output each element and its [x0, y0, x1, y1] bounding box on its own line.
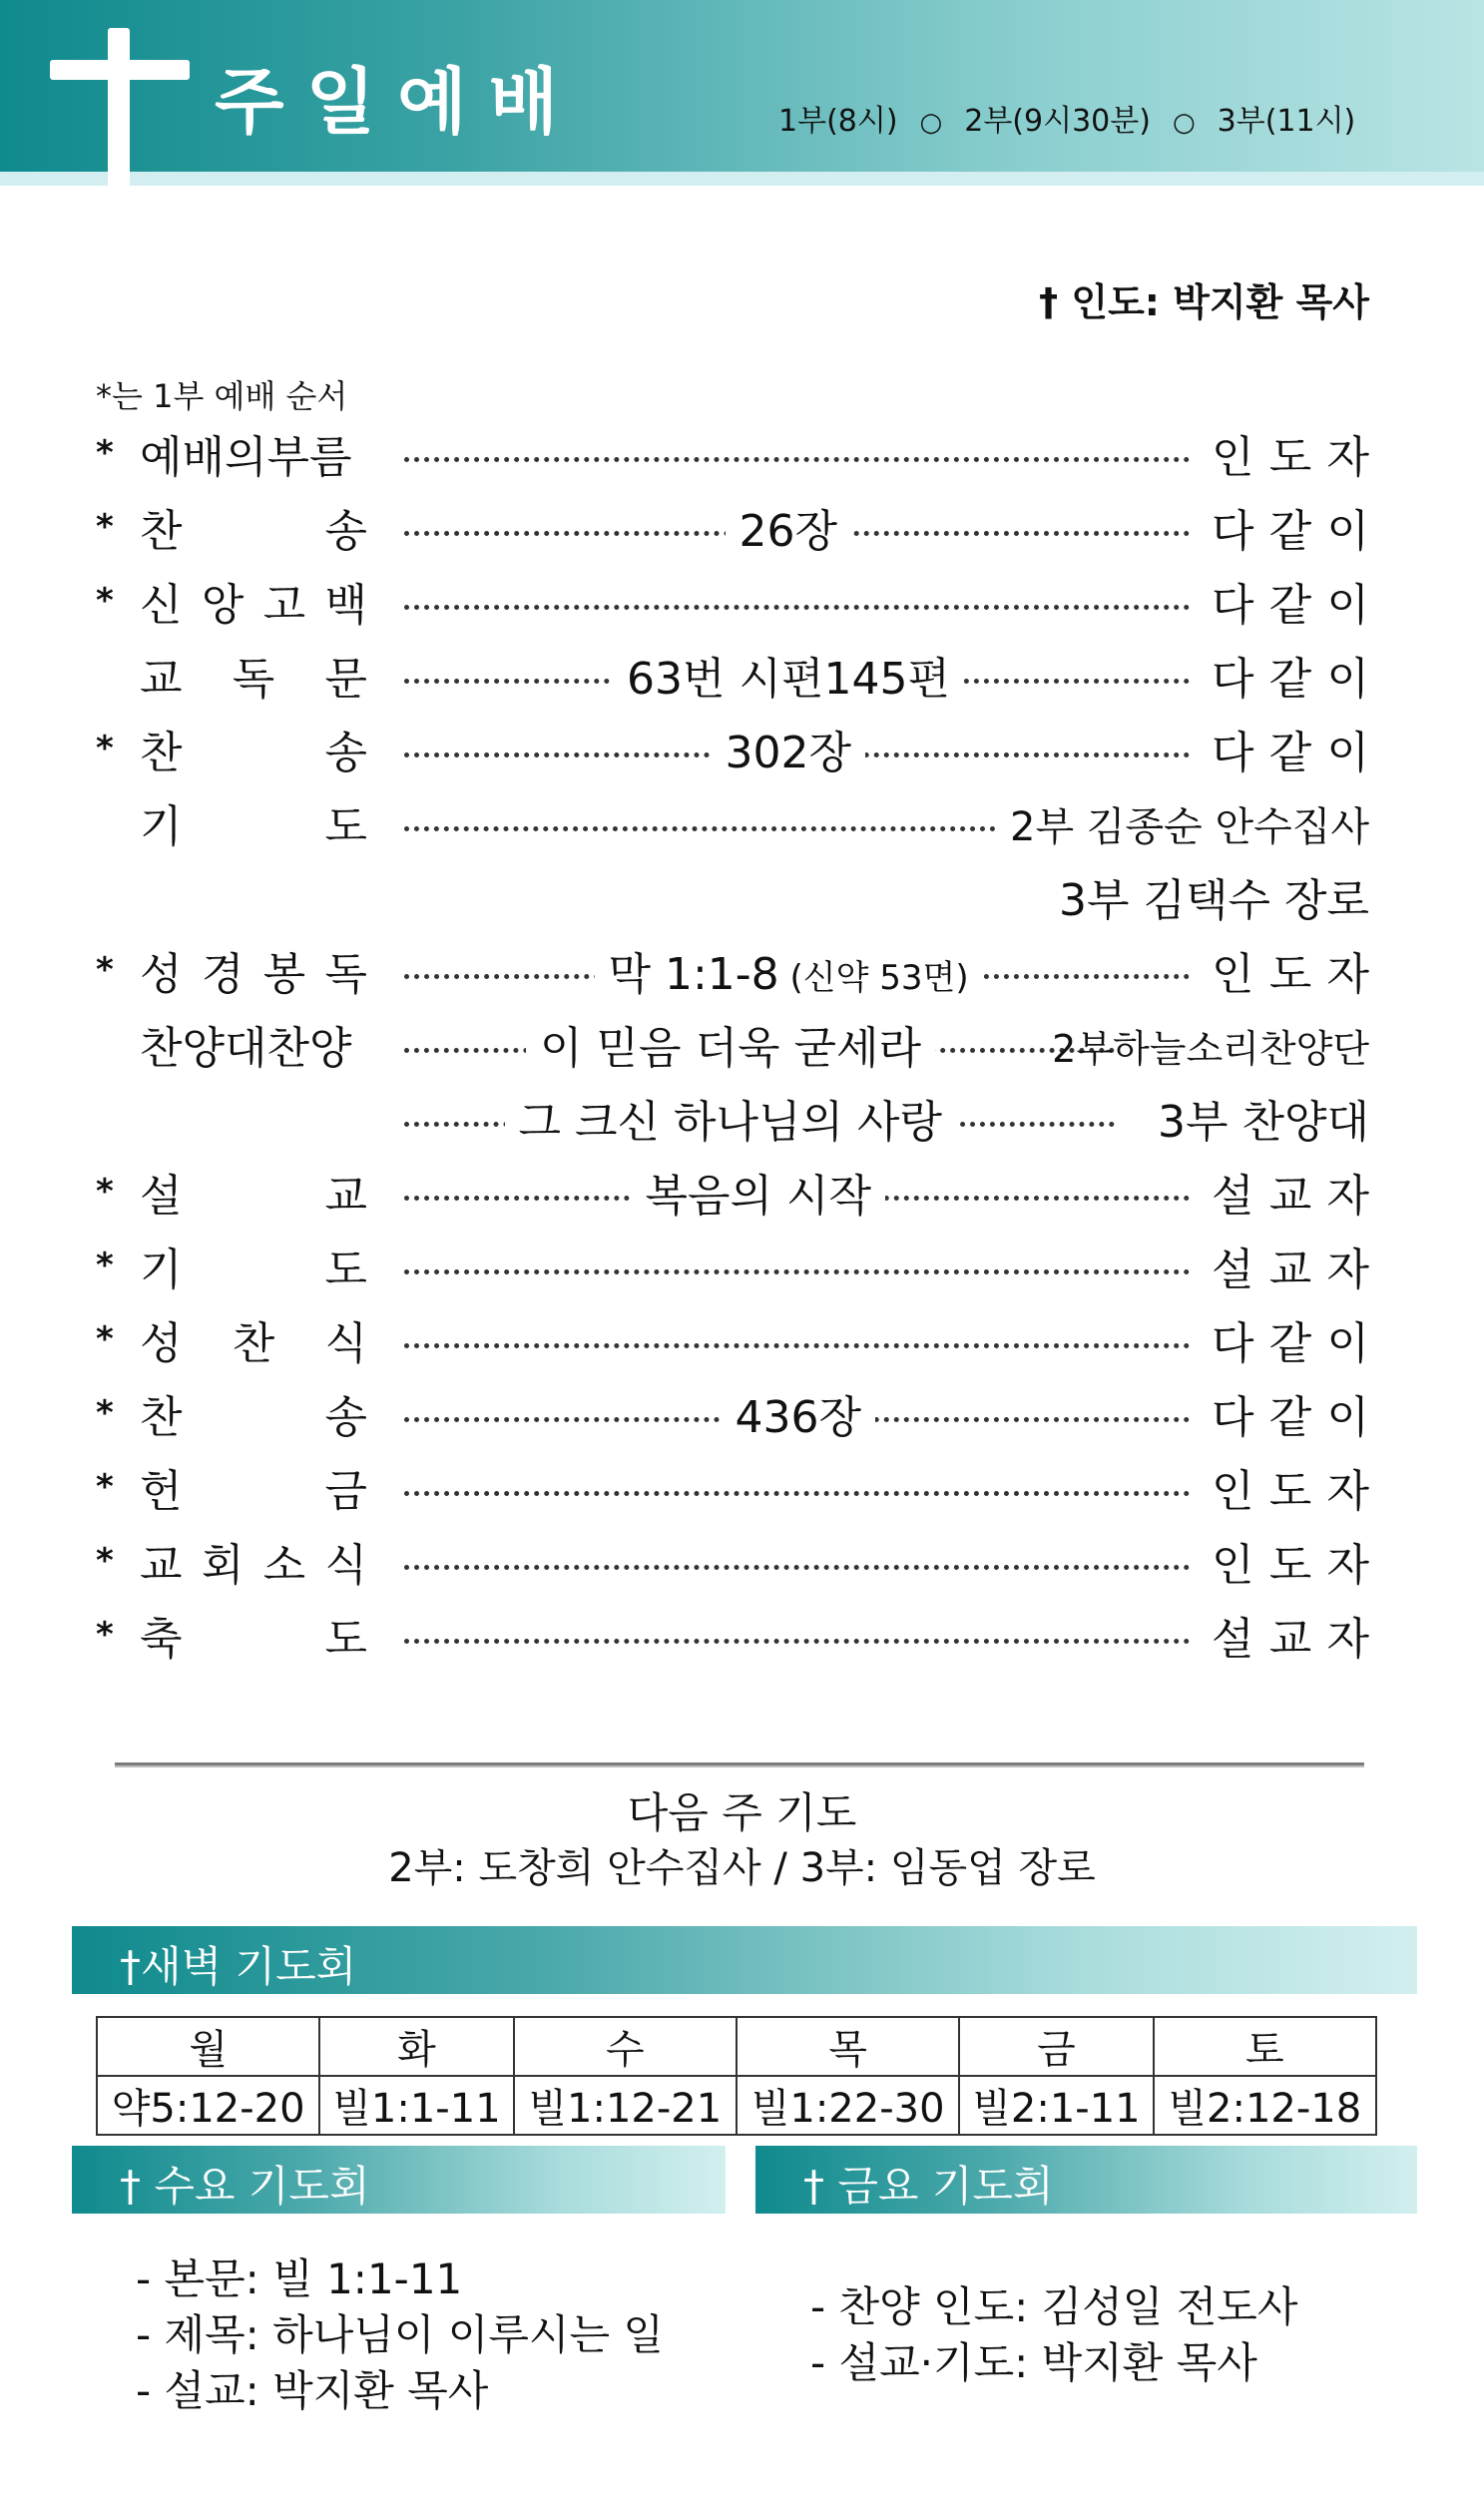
page-title: 주일예배 — [215, 60, 581, 144]
order-row — [0, 423, 1484, 493]
responsible-char: 다 — [1212, 654, 1254, 705]
order-label — [140, 1531, 367, 1601]
list-item: - 설교: 박지환 목사 — [136, 2366, 489, 2415]
order-content — [505, 1088, 957, 1158]
wednesday-prayer-header — [72, 2146, 726, 2214]
content-text: 302장 — [725, 728, 851, 778]
day-cell: 토 — [1154, 2017, 1376, 2076]
responsible-char: 다 — [1212, 580, 1254, 631]
worship-leader: † 인도: 박지환 목사 — [1039, 280, 1369, 324]
order-label: 찬양대찬양 — [140, 1023, 352, 1074]
order-responsible — [1212, 497, 1369, 567]
list-item: - 찬양 인도: 김성일 전도사 — [810, 2282, 1298, 2331]
label-char: 기 — [140, 801, 183, 852]
label-char: 도 — [324, 801, 367, 852]
label-char: 축 — [140, 1614, 183, 1665]
next-week-prayer-title: 다음 주 기도 — [627, 1788, 857, 1837]
order-responsible — [1212, 1531, 1369, 1601]
responsible-char: 설 — [1212, 1171, 1254, 1222]
order-row — [0, 1531, 1484, 1601]
service-schedule — [778, 96, 1355, 140]
label-char: 송 — [324, 1392, 367, 1443]
responsible-char: 자 — [1326, 1614, 1369, 1665]
order-label — [140, 719, 367, 788]
label-char: 찬 — [140, 1392, 183, 1443]
responsible-char: 자 — [1326, 1540, 1369, 1591]
required-marker: * — [96, 1615, 114, 1655]
order-responsible — [1212, 1236, 1369, 1305]
dotted-leader — [404, 1269, 1190, 1274]
required-marker: * — [96, 581, 114, 621]
content-text: 63번 시편145편 — [627, 654, 950, 705]
label-char: 송 — [324, 728, 367, 778]
required-marker: * — [96, 1467, 114, 1507]
order-responsible — [1212, 1309, 1369, 1379]
order-row — [0, 719, 1484, 788]
label-char: 설 — [140, 1171, 183, 1222]
order-content — [712, 719, 866, 788]
section-divider — [115, 1762, 1364, 1767]
list-item: - 설교·기도: 박지환 목사 — [810, 2338, 1257, 2387]
reading-cell: 빌1:1-11 — [319, 2076, 513, 2135]
order-content — [632, 1162, 886, 1232]
next-week-prayer-names: 2부: 도창희 안수집사 / 3부: 임동업 장로 — [388, 1845, 1096, 1891]
responsible-char: 인 — [1212, 949, 1254, 1000]
responsible-char: 도 — [1268, 949, 1312, 1000]
dotted-leader — [404, 1343, 1190, 1348]
responsible-char: 이 — [1326, 1392, 1369, 1443]
dotted-leader — [404, 457, 1190, 462]
responsible-char: 이 — [1326, 654, 1369, 705]
order-row — [0, 1457, 1484, 1527]
table-row — [97, 2076, 1376, 2135]
responsible-char: 이 — [1326, 506, 1369, 557]
responsible-char: 같 — [1268, 728, 1312, 778]
order-content — [595, 940, 983, 1013]
content-note: (신약 53면) — [778, 958, 969, 998]
required-marker: * — [96, 1319, 114, 1359]
label-char: 찬 — [232, 1318, 275, 1369]
order-content — [613, 645, 964, 715]
dotted-leader — [404, 605, 1190, 610]
separator-icon: ○ — [919, 108, 943, 138]
list-item: - 본문: 빌 1:1-11 — [136, 2254, 463, 2303]
day-cell: 월 — [97, 2017, 319, 2076]
first-service-note: *는 1부 예배 순서 — [96, 377, 348, 415]
label-char: 식 — [324, 1318, 367, 1369]
responsible-char: 도 — [1268, 1466, 1312, 1517]
required-marker: * — [96, 729, 114, 768]
responsible-char: 인 — [1212, 432, 1254, 483]
order-label — [140, 1309, 367, 1379]
order-row — [0, 1236, 1484, 1305]
responsible-char: 다 — [1212, 1318, 1254, 1369]
responsible-char: 자 — [1326, 1171, 1369, 1222]
order-label — [140, 792, 367, 862]
required-marker: * — [96, 433, 114, 473]
label-char: 고 — [262, 580, 306, 631]
responsible-char: 설 — [1212, 1245, 1254, 1295]
order-responsible — [1212, 645, 1369, 715]
label-char: 교 — [140, 654, 183, 705]
separator-icon: ○ — [1172, 108, 1196, 138]
required-marker: * — [96, 1541, 114, 1581]
order-responsible — [1212, 423, 1369, 493]
dawn-prayer-header — [72, 1926, 1417, 1994]
order-row — [0, 1014, 1484, 1084]
order-row — [0, 866, 1484, 936]
label-char: 찬 — [140, 506, 183, 557]
order-row — [0, 1162, 1484, 1232]
order-content — [722, 1383, 876, 1453]
order-content — [526, 1014, 935, 1084]
wednesday-prayer-list — [136, 2251, 664, 2419]
order-row — [0, 940, 1484, 1010]
required-marker: * — [96, 950, 114, 990]
label-char: 식 — [324, 1540, 367, 1591]
order-label — [140, 571, 367, 641]
order-responsible: 3부 찬양대 — [1158, 1097, 1369, 1148]
responsible-char: 교 — [1268, 1171, 1312, 1222]
order-label — [140, 1383, 367, 1453]
required-marker: * — [96, 1172, 114, 1212]
content-text: 436장 — [735, 1392, 861, 1443]
day-cell: 수 — [514, 2017, 737, 2076]
cross-icon — [108, 28, 130, 188]
dotted-leader — [404, 1491, 1190, 1496]
order-label — [140, 1236, 367, 1305]
label-char: 성 — [140, 949, 183, 1000]
responsible-char: 같 — [1268, 506, 1312, 557]
order-responsible — [1212, 940, 1369, 1010]
order-row — [0, 1383, 1484, 1453]
label-char: 소 — [262, 1540, 306, 1591]
responsible-char: 도 — [1268, 432, 1312, 483]
order-responsible — [1212, 1457, 1369, 1527]
day-cell: 화 — [319, 2017, 513, 2076]
order-row — [0, 1605, 1484, 1675]
friday-prayer-list — [810, 2279, 1297, 2391]
responsible-char: 같 — [1268, 1318, 1312, 1369]
responsible-char: 인 — [1212, 1466, 1254, 1517]
header-underline — [0, 172, 1484, 186]
order-row — [0, 497, 1484, 567]
responsible-char: 교 — [1268, 1245, 1312, 1295]
label-char: 회 — [201, 1540, 245, 1591]
order-responsible — [1212, 1162, 1369, 1232]
responsible-char: 다 — [1212, 728, 1254, 778]
responsible-char: 다 — [1212, 1392, 1254, 1443]
label-char: 독 — [232, 654, 275, 705]
label-char: 문 — [324, 654, 367, 705]
label-char: 금 — [324, 1466, 367, 1517]
label-char: 찬 — [140, 728, 183, 778]
schedule-third: 3부(11시) — [1217, 104, 1356, 139]
label-char: 경 — [201, 949, 245, 1000]
responsible-char: 자 — [1326, 1245, 1369, 1295]
content-text: 26장 — [739, 506, 837, 557]
schedule-first: 1부(8시) — [778, 104, 898, 139]
responsible-char: 이 — [1326, 580, 1369, 631]
responsible-char: 이 — [1326, 728, 1369, 778]
label-char: 송 — [324, 506, 367, 557]
label-char: 도 — [324, 1614, 367, 1665]
label-char: 앙 — [201, 580, 245, 631]
responsible-char: 다 — [1212, 506, 1254, 557]
dawn-prayer-title: †새벽 기도회 — [120, 1942, 357, 1991]
schedule-second: 2부(9시30분) — [964, 104, 1151, 139]
responsible-char: 자 — [1326, 432, 1369, 483]
order-responsible: 2부 김종순 안수집사 — [1000, 792, 1369, 862]
required-marker: * — [96, 1393, 114, 1433]
label-char: 성 — [140, 1318, 183, 1369]
order-content — [726, 497, 852, 567]
label-char: 교 — [140, 1540, 183, 1591]
order-label: 예배의부름 — [140, 432, 352, 483]
reading-cell: 빌1:12-21 — [514, 2076, 737, 2135]
responsible-char: 인 — [1212, 1540, 1254, 1591]
reading-cell: 빌1:22-30 — [737, 2076, 959, 2135]
order-label — [140, 940, 367, 1010]
responsible-char: 이 — [1326, 1318, 1369, 1369]
order-responsible: 3부 김택수 장로 — [1059, 875, 1369, 926]
wednesday-prayer-title: † 수요 기도회 — [120, 2162, 370, 2211]
reading-cell: 빌2:12-18 — [1154, 2076, 1376, 2135]
label-char: 봉 — [262, 949, 306, 1000]
responsible-char: 자 — [1326, 1466, 1369, 1517]
label-char: 도 — [324, 1245, 367, 1295]
required-marker: * — [96, 1246, 114, 1285]
responsible-char: 도 — [1268, 1540, 1312, 1591]
responsible-char: 같 — [1268, 1392, 1312, 1443]
friday-prayer-header — [755, 2146, 1417, 2214]
day-cell: 목 — [737, 2017, 959, 2076]
responsible-char: 같 — [1268, 654, 1312, 705]
order-row — [0, 1088, 1484, 1158]
friday-prayer-title: † 금요 기도회 — [803, 2162, 1054, 2211]
order-responsible — [1212, 571, 1369, 641]
responsible-char: 교 — [1268, 1614, 1312, 1665]
label-char: 교 — [324, 1171, 367, 1222]
label-char: 독 — [324, 949, 367, 1000]
label-char: 기 — [140, 1245, 183, 1295]
day-cell: 금 — [959, 2017, 1153, 2076]
label-char: 헌 — [140, 1466, 183, 1517]
content-text: 그 크신 하나님의 사랑 — [518, 1097, 942, 1148]
order-label — [140, 1457, 367, 1527]
responsible-char: 설 — [1212, 1614, 1254, 1665]
content-text: 이 믿음 더욱 굳세라 — [540, 1023, 921, 1074]
order-row — [0, 1309, 1484, 1379]
list-item: - 제목: 하나님이 이루시는 일 — [136, 2310, 665, 2359]
label-char: 신 — [140, 580, 183, 631]
order-row — [0, 571, 1484, 641]
table-row — [97, 2017, 1376, 2076]
responsible-char: 같 — [1268, 580, 1312, 631]
order-responsible — [1212, 719, 1369, 788]
order-responsible — [1212, 1605, 1369, 1675]
reading-cell: 빌2:1-11 — [959, 2076, 1153, 2135]
order-label — [140, 497, 367, 567]
cross-icon-bar — [50, 60, 190, 80]
dotted-leader — [404, 1639, 1190, 1644]
order-label — [140, 645, 367, 715]
content-text: 막 1:1-8 — [608, 949, 779, 1000]
dotted-leader — [404, 1565, 1190, 1570]
order-row — [0, 645, 1484, 715]
dawn-prayer-table — [96, 2016, 1377, 2136]
required-marker: * — [96, 507, 114, 547]
reading-cell: 약5:12-20 — [97, 2076, 319, 2135]
label-char: 백 — [324, 580, 367, 631]
order-label — [140, 1162, 367, 1232]
order-responsible: 2부하늘소리찬양단 — [1052, 1027, 1369, 1071]
order-responsible — [1212, 1383, 1369, 1453]
responsible-char: 자 — [1326, 949, 1369, 1000]
order-row — [0, 792, 1484, 862]
order-label — [140, 1605, 367, 1675]
content-text: 복음의 시작 — [645, 1171, 872, 1222]
